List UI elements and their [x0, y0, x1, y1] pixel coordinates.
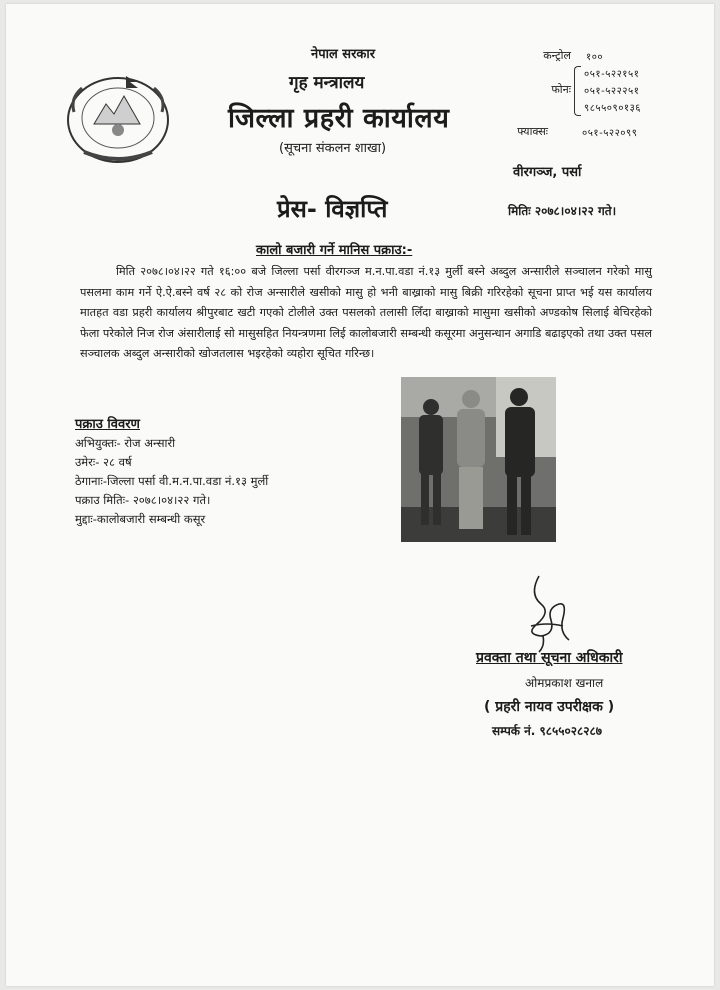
government-name: नेपाल सरकार — [311, 47, 376, 62]
address-line: ठेगानाः-जिल्ला पर्सा वी.म.न.पा.वडा नं.१३ मुर्ली — [75, 474, 269, 488]
signature — [511, 574, 581, 654]
accused-line: अभियुक्तः- रोज अन्सारी — [75, 436, 176, 450]
press-date: मितिः २०७८।०४।२२ गते। — [508, 204, 617, 218]
ministry-name: गृह मन्त्रालय — [289, 73, 365, 93]
arrest-photo — [401, 377, 556, 542]
phone-label: फोनः — [551, 83, 571, 96]
phone-value-1: ०५१-५२२१५१ — [584, 69, 640, 80]
arrest-date-line: पक्राउ मितिः- २०७८।०४।२२ गते। — [75, 493, 211, 507]
case-line: मुद्दाः-कालोबजारी सम्बन्धी कसूर — [75, 512, 206, 526]
press-release-page — [6, 4, 714, 986]
branch-name: (सूचना संकलन शाखा) — [279, 141, 387, 156]
phone-value-3: ९८५५०९०१३६ — [584, 103, 641, 114]
phone-value-2: ०५१-५२२२५१ — [584, 86, 640, 97]
signatory-rank: ( प्रहरी नायव उपरीक्षक ) — [484, 699, 615, 715]
phone-brace — [574, 66, 581, 116]
location: वीरगञ्ज, पर्सा — [513, 165, 582, 180]
news-headline: कालो बजारी गर्ने मानिस पक्राउ:- — [256, 243, 413, 258]
office-name: जिल्ला प्रहरी कार्यालय — [228, 103, 450, 134]
arrest-details-title: पक्राउ विवरण — [75, 417, 140, 432]
control-label: कन्ट्रोल — [543, 49, 571, 62]
news-body: मिति २०७८।०४।२२ गते १६:०० बजे जिल्ला पर्सा वीरगञ्ज म.न.पा.वडा नं.१३ मुर्ली बस्ने अब्दुल अन्सारीले सञ्चालन गरेको मासु पसलमा काम गर्ने ऐ.ऐ.बस्ने वर्ष २८ को रोज अन्सारीले खसीको मासु हो भनी बाख्राको मासु बिक्री गरिरहेको सूचना प्राप्त भई यस कार्यालय मातहत वडा प्रहरी कार्यालय श्रीपुरबाट खटी गएको टोलीले उक्त पसलको तलासी लिँदा बाख्राको मासुमा खसीको अण्डकोष सिलाई बेचिरहेको फेला परेकोले निज रोज अंसारीलाई सो मासुसहित नियन्त्रणमा लिई कालोबजारी सम्बन्धी कसूरमा अनुसन्धान अगाडि बढाइएको तथा उक्त पसल सञ्चालक अब्दुल अन्सारीको खोजतलास भइरहेको व्यहोरा सूचित गरिन्छ। — [80, 265, 652, 360]
press-title: प्रेस- विज्ञप्ति — [277, 195, 388, 223]
control-value: १०० — [586, 52, 604, 63]
signatory-name: ओमप्रकाश खनाल — [525, 676, 604, 690]
fax-label: फ्याक्सः — [517, 125, 548, 138]
fax-value: ०५१-५२२०९९ — [582, 128, 638, 139]
signatory-title: प्रवक्ता तथा सूचना अधिकारी — [476, 650, 623, 666]
signatory-phone: सम्पर्क नं. ९८५५०२८२८७ — [492, 724, 602, 738]
nepal-police-emblem — [64, 72, 172, 164]
age-line: उमेरः- २८ वर्ष — [75, 455, 132, 469]
